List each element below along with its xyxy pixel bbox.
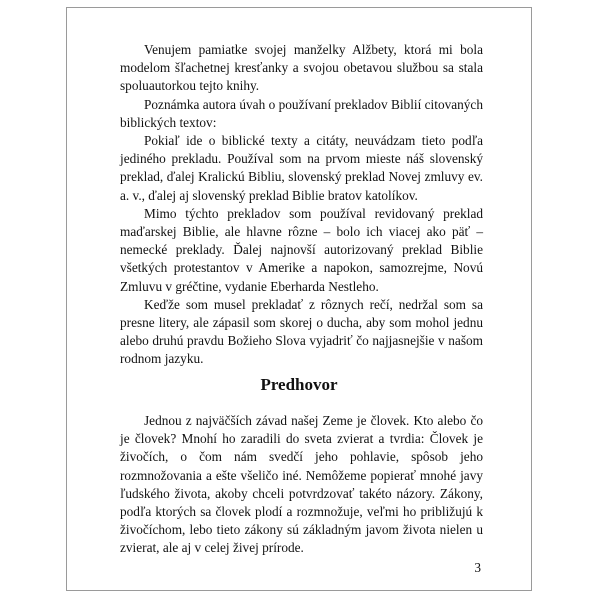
preface-text: [120, 412, 483, 558]
section-heading: Predhovor: [260, 375, 338, 394]
author-note-paragraph: Poznámka autora úvah o používaní prekladov Biblií citovaných biblických textov:: [120, 96, 483, 130]
note-paragraph-1: Pokiaľ ide o biblické texty a citáty, neuvádzam tieto podľa jediného prekladu. Používal som na prvom mieste náš slovenský preklad, ďalej Kralickú Bibliu, slovenský preklad Novej zmluvy ev. a. v., ďalej aj slovenský preklad Biblie bratov katolíkov.: [120, 133, 483, 203]
book-page: [66, 7, 532, 591]
note-paragraph-3: Keďže som musel prekladať z rôznych rečí, nedržal som sa presne litery, ale zápasil som skorej o ducha, aby som mohol jednu alebo druhú pravdu Božieho Slova vyjadriť čo najjasnejšie v našom rodnom jazyku.: [120, 296, 483, 367]
note-paragraph-2: Mimo týchto prekladov som používal revidovaný preklad maďarskej Biblie, ale hlavne rôzne – bolo ich viacej ako päť – nemecké preklady. Ďalej najnovší autorizovaný preklad Biblie všetkých protestantov v Amerike a napokon, samozrejme, Novú Zmluvu v gréčtine, vydanie Eberharda Nestleho.: [120, 205, 483, 294]
dedication-paragraph: Venujem pamiatke svojej manželky Alžbety, ktorá mi bola modelom šľachetnej kresťanky a svojou obetavou službou sa stala spoluautorkou tejto knihy.: [120, 42, 483, 94]
page-number: 3: [474, 560, 481, 575]
preface-paragraph: Jednou z najväčších závad našej Zeme je človek. Kto alebo čo je človek? Mnohí ho zaradili do sveta zvierat a tvrdia: Človek je živočích, o čom nám svedčí jeho pohlavie, spôsob jeho rozmnožovania a ešte všeličo iné. Nemôžeme popierať mnohé javy ľudského života, akoby chceli potvrdzovať takéto názory. Zákony, podľa ktorých sa človek plodí a rozmnožuje, veľmi ho približujú k živočíchom, lebo tieto zákony sú základným javom života nielen u zvierat, ale aj v celej živej prírode.: [120, 413, 483, 556]
intro-text: [120, 41, 483, 369]
